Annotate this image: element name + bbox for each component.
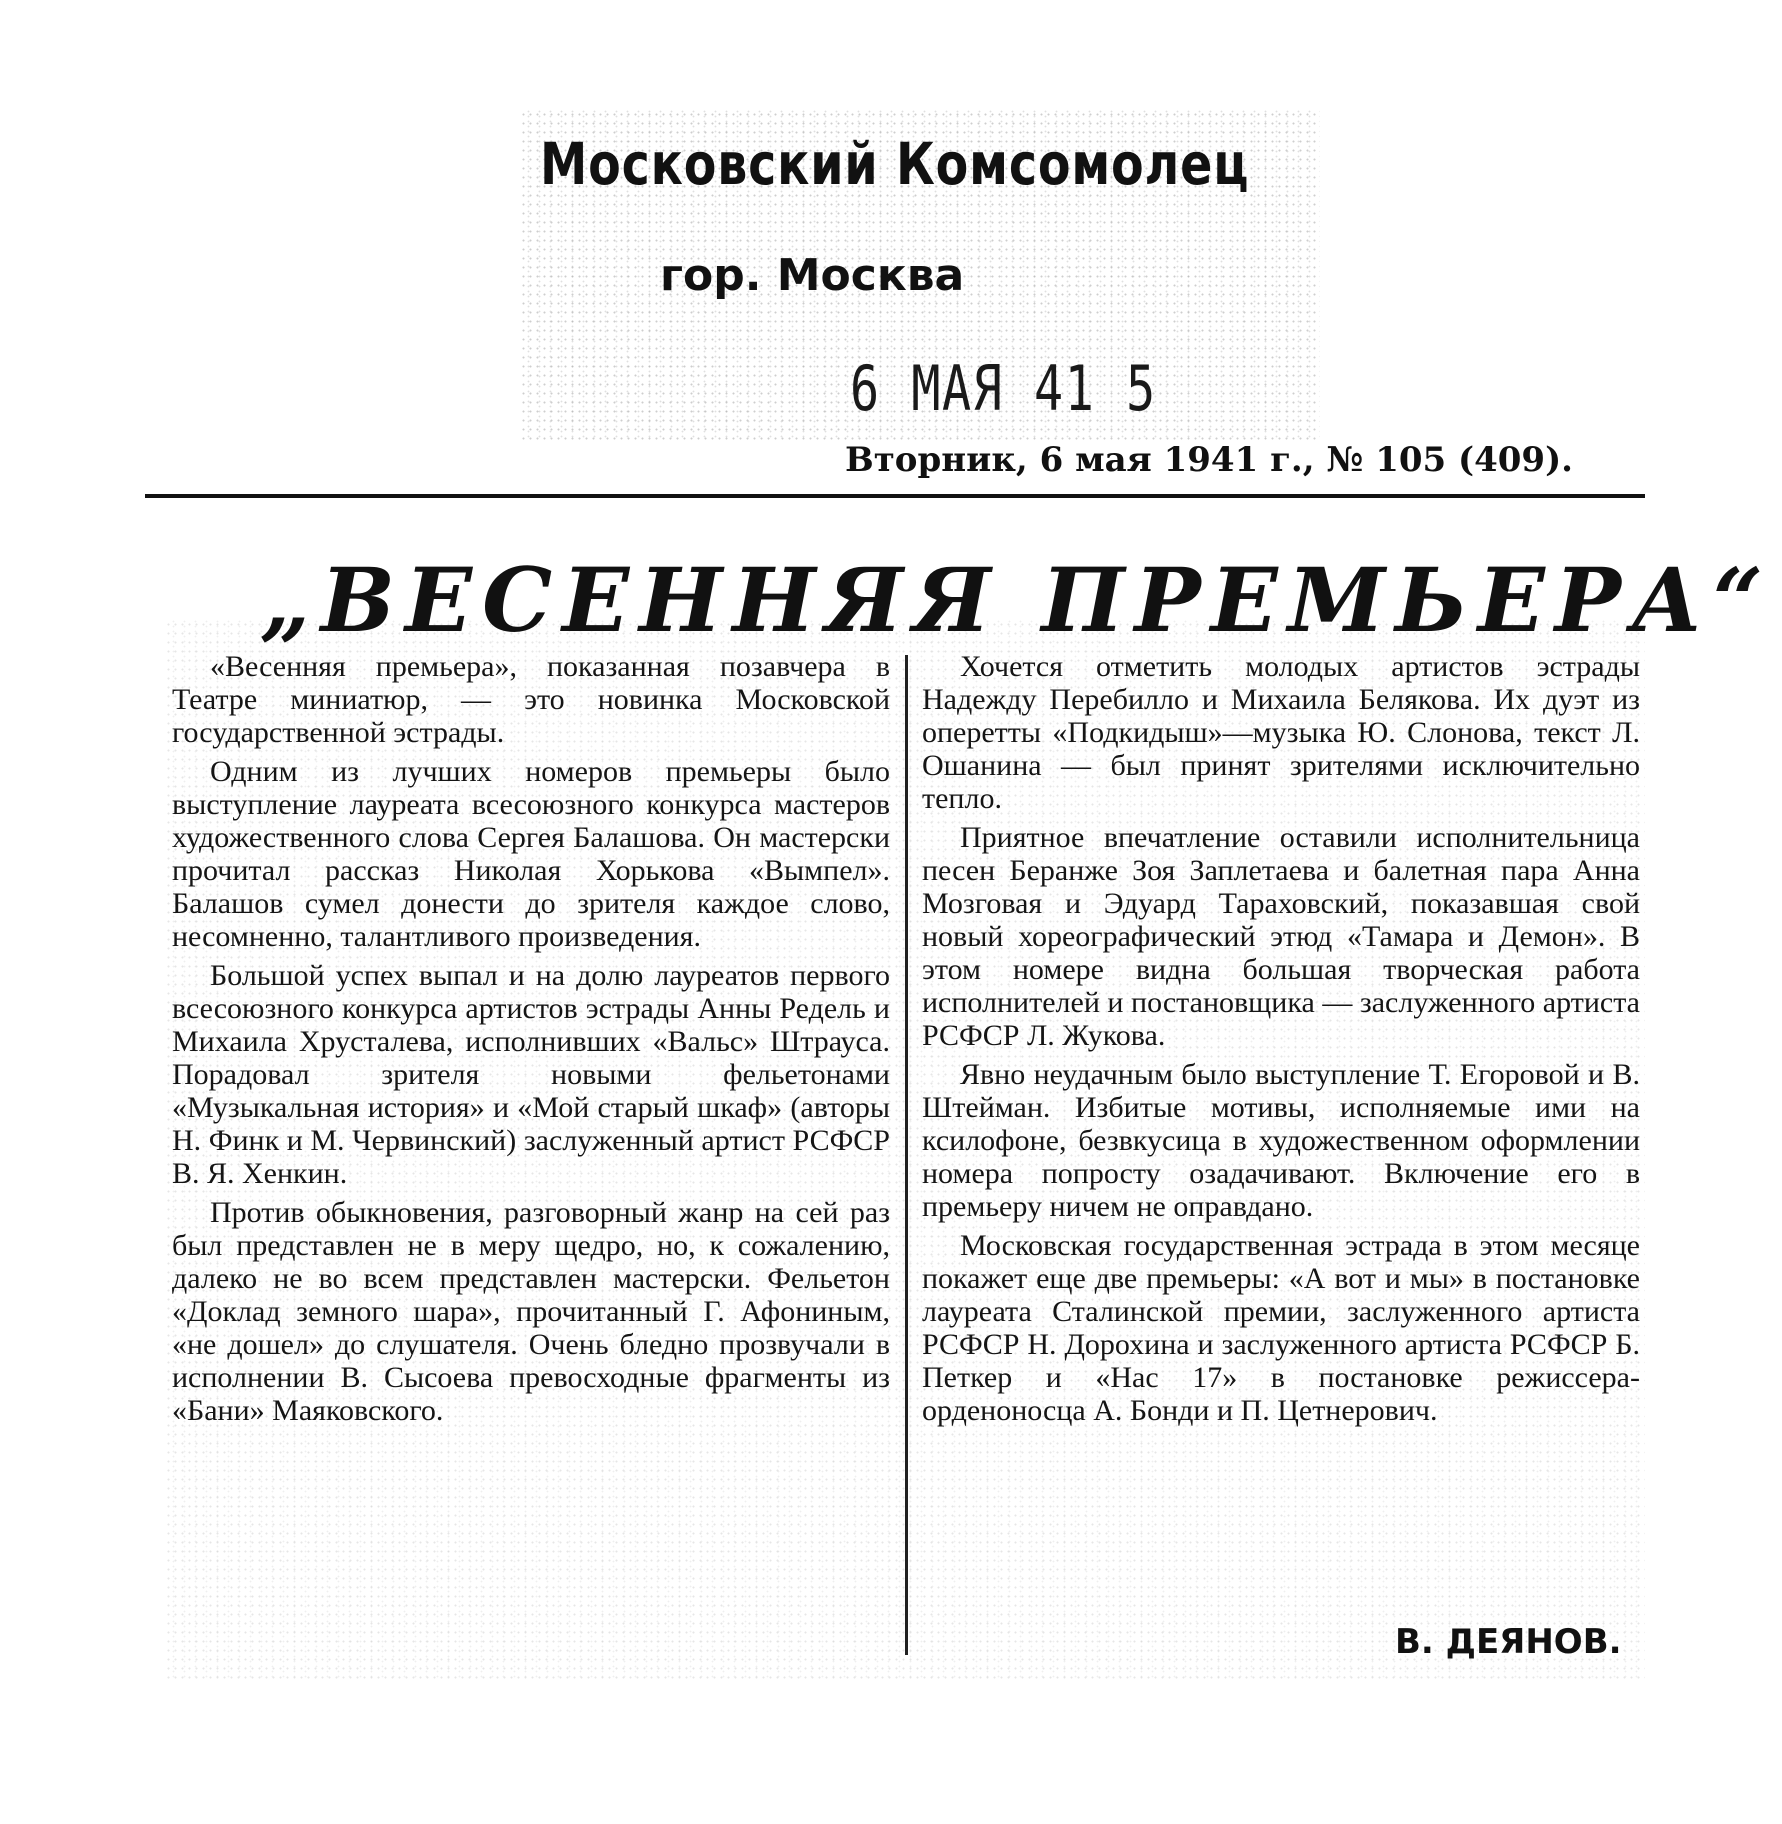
paragraph: Явно неудачным было выступление Т. Егоровой и В. Штейман. Избитые мотивы, исполняемые ими на ксилофоне, безвкусица в художественном оформлении номера попросту озадачивают. Включение его в премьеру ничем не оправдано.: [922, 1058, 1640, 1223]
author-byline: В. ДЕЯНОВ.: [1395, 1622, 1622, 1662]
column-divider: [905, 655, 908, 1655]
paragraph: Одним из лучших номеров премьеры было выступление лауреата всесоюзного конкурса мастеров художественного слова Сергея Балашова. Он мастерски прочитал рассказ Николая Хорькова «Вымпел». Балашов сумел донести до зрителя каждое слово, несомненно, талантливого произведения.: [172, 755, 890, 953]
newspaper-title: Московский Комсомолец: [540, 130, 1250, 198]
paragraph: Хочется отметить молодых артистов эстрады Надежду Перебилло и Михаила Белякова. Их дуэт из оперетты «Подкидыш»—музыка Ю. Слонова, текст Л. Ошанина — был принят зрителями исключительно тепло.: [922, 650, 1640, 815]
article-headline: „ВЕСЕННЯЯ ПРЕМЬЕРА“: [260, 548, 1774, 652]
paragraph: «Весенняя премьера», показанная позавчера в Театре миниатюр, — это новинка Московской государственной эстрады.: [172, 650, 890, 749]
paragraph: Приятное впечатление оставили исполнительница песен Беранже Зоя Заплетаева и балетная пара Анна Мозговая и Эдуард Тараховский, показавшая свой новый хореографический этюд «Тамара и Демон». В этом номере видна большая творческая работа исполнителей и постановщика — заслуженного артиста РСФСР Л. Жукова.: [922, 821, 1640, 1052]
article-column-right: [922, 650, 1640, 1433]
city-line: гор. Москва: [660, 250, 965, 301]
paragraph: Московская государственная эстрада в этом месяце покажет еще две премьеры: «А вот и мы» в постановке лауреата Сталинской премии, заслуженного артиста РСФСР Н. Дорохина и заслуженного артиста РСФСР Б. Петкер и «Нас 17» в постановке режиссера-орденоносца А. Бонди и П. Цетнерович.: [922, 1229, 1640, 1427]
header-rule: [145, 494, 1645, 498]
paragraph: Большой успех выпал и на долю лауреатов первого всесоюзного конкурса артистов эстрады Анны Редель и Михаила Хрусталева, исполнивших «Вальс» Штрауса. Порадовал зрителя новыми фельетонами «Музыкальная история» и «Мой старый шкаф» (авторы Н. Финк и М. Червинский) заслуженный артист РСФСР В. Я. Хенкин.: [172, 959, 890, 1190]
date-stamp: 6 МАЯ 41 5: [850, 352, 1157, 425]
paragraph: Против обыкновения, разговорный жанр на сей раз был представлен не в меру щедро, но, к сожалению, далеко не во всем представлен мастерски. Фельетон «Доклад земного шара», прочитанный Г. Афониным, «не дошел» до слушателя. Очень бледно прозвучали в исполнении В. Сысоева превосходные фрагменты из «Бани» Маяковского.: [172, 1196, 890, 1427]
article-column-left: [172, 650, 890, 1433]
issue-dateline: Вторник, 6 мая 1941 г., № 105 (409).: [845, 440, 1573, 480]
